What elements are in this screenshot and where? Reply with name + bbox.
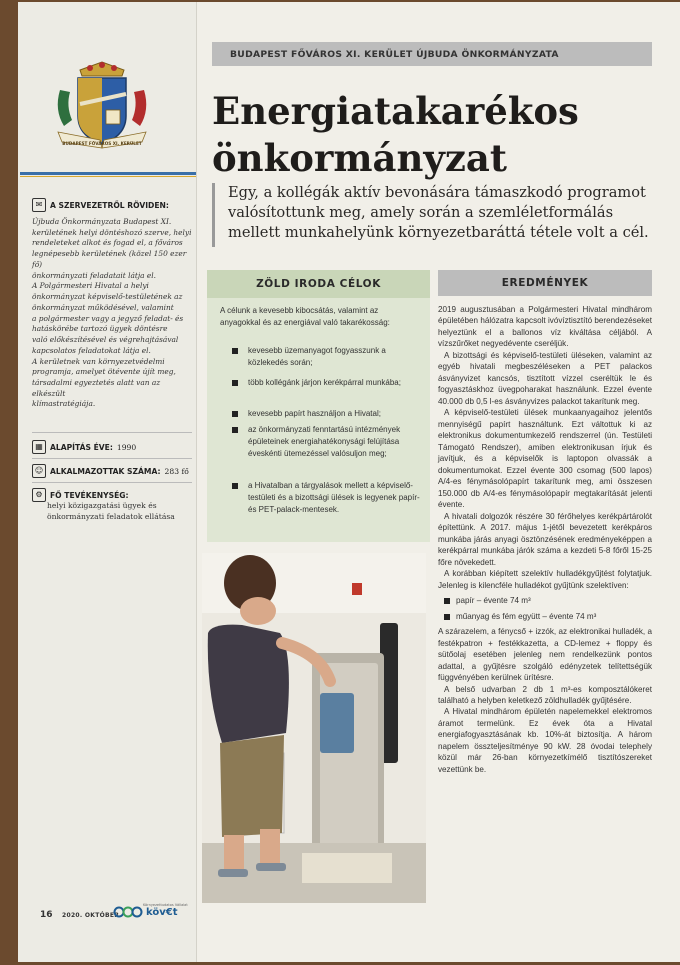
publication-header-bar — [212, 42, 652, 66]
sidebar-divider — [32, 458, 192, 459]
about-line: A Polgármesteri Hivatal a helyi — [32, 281, 149, 291]
lead-paragraph: Egy, a kollégák aktív bevonására támaszkodó programot valósítottunk meg, amely során a szemléletformálás mellett munkahelyünk környezetbaráttá tétele volt a cél. — [228, 184, 649, 241]
photo-illustration — [202, 553, 426, 903]
sidebar-divider — [32, 482, 192, 483]
header-bar-text: BUDAPEST FŐVÁROS XI. KERÜLET ÚJBUDA ÖNKORMÁNYZATA — [230, 48, 559, 60]
about-line: programja, amelyet ötévente újít meg, — [32, 367, 176, 377]
goal-item — [232, 345, 420, 369]
about-line: kerületének helyi döntéshozó szerve, helyi — [32, 227, 192, 237]
results-paragraph: A hivatali dolgozók részére 30 férőhelyes kerékpártárolót építettünk. A 2017. május 1-jétől bevezetett kerékpáros munkába járás anyagi ösztönzésének eredményeképpen a kerékpárral munkába járók száma a kezdeti 5-8 főről 15-25 főre növekedett. — [438, 511, 652, 567]
about-line: társadalmi egyeztetés alatt van az elkészült — [32, 378, 161, 398]
results-bullet — [438, 611, 652, 622]
bullet-icon — [232, 411, 238, 417]
results-paragraph: A korábban kiépített szelektív hulladékgyűjtést folytatjuk. Jelenleg is kilencféle hulladékot gyűjtünk szelektíven: — [438, 569, 652, 590]
issue-date: 2020. OKTÓBER — [62, 912, 120, 919]
about-line: rendeleteket alkot és fogad el, a főváros — [32, 238, 183, 248]
about-line: a polgármester vagy a jegyző feladat- és — [32, 313, 184, 323]
results-paragraph: A képviselő-testületi ülések munkaanyagaihoz jelentős mennyiségű papírt használtunk. Ezt váltottuk ki az elektronikus dokumentumkezelő rendszerrel (ún. Testületi Támogató Rendszer), amiben elektronikusan írjuk és javítjuk, és a képviselők is laptopon olvassák a dokumentumokat. Ezzel évente 300 csomag (500 lapos) A/4-es fénymásolópapírt takarítunk meg, ami összesen 150.000 db A/4-es fénymásolópapír megtakarítását jelenti évente. — [438, 408, 652, 510]
results-heading-text: EREDMÉNYEK — [501, 277, 589, 289]
goal-item — [232, 424, 420, 460]
activity-line: önkormányzati feladatok ellátása — [47, 512, 175, 521]
goal-text: az önkormányzati fenntartású intézmények épületeinek energiahatékonysági felújítása éveskénti ütemezéssel valósuljon meg; — [248, 425, 401, 458]
goal-item — [232, 408, 420, 420]
coat-of-arms-icon — [50, 60, 154, 156]
goal-text: kevesebb üzemanyagot fogyasszunk a közlekedés során; — [248, 346, 386, 367]
results-bullet — [438, 595, 652, 606]
goal-text: kevesebb papírt használjon a Hivatal; — [248, 409, 381, 418]
bullet-text: műanyag és fém együtt – évente 74 m³ — [456, 611, 597, 621]
about-text — [32, 217, 192, 410]
goals-heading — [207, 270, 430, 298]
results-body — [438, 304, 652, 775]
bullet-icon — [232, 348, 238, 354]
about-heading-text: A SZERVEZETRŐL RÖVIDEN: — [50, 200, 169, 210]
crest-ribbon-text: BUDAPEST FŐVÁROS XI. KERÜLET — [62, 141, 142, 146]
activity-text — [47, 500, 207, 522]
goal-text: több kollégánk járjon kerékpárral munkába; — [248, 378, 401, 387]
page-title — [212, 88, 652, 183]
calendar-icon: ▦ — [32, 440, 46, 454]
title-line-1: Energiatakarékos — [212, 89, 579, 133]
founded-label: ALAPÍTÁS ÉVE: — [50, 442, 113, 452]
bullet-icon — [232, 483, 238, 489]
office-photo — [202, 553, 426, 903]
activity-label: FŐ TEVÉKENYSÉG: — [50, 490, 129, 500]
results-heading — [438, 270, 652, 296]
goal-item — [232, 377, 420, 389]
staff-label: ALKALMAZOTTAK SZÁMA: — [50, 466, 161, 476]
staff-value: 283 fő — [164, 466, 189, 476]
about-line: való előkészítésével és végrehajtásával — [32, 335, 179, 345]
sidebar-rule — [20, 172, 196, 175]
goal-text: a Hivatalban a tárgyalások mellett a képviselő-testületi és a bizottsági ülések is legyenek papír- és PET-palack-mentesek. — [248, 481, 420, 514]
about-line: önkormányzati feladatait látja el. — [32, 270, 156, 280]
bullet-icon — [232, 427, 238, 433]
staff-row — [32, 464, 189, 478]
about-heading — [32, 198, 169, 212]
kovet-rings-icon — [113, 906, 143, 918]
founded-value: 1990 — [116, 442, 137, 452]
logo-tagline: Környezettudatos Vállalat — [143, 903, 188, 907]
about-line: önkormányzat képviselő-testületének az — [32, 292, 183, 302]
bullet-text: papír – évente 74 m³ — [456, 596, 531, 606]
about-line: önkormányzat működésével, valamint — [32, 302, 174, 312]
title-line-2: önkormányzat — [212, 136, 507, 181]
goals-heading-text: ZÖLD IRODA CÉLOK — [256, 278, 381, 290]
gears-icon: ⚙ — [32, 488, 46, 502]
goals-intro: A célunk a kevesebb kibocsátás, valamint az anyagokkal és az energiával való takarékosság: — [220, 306, 390, 327]
logo-word: köv€t — [146, 906, 178, 918]
about-line: A kerületnek van környezetvédelmi — [32, 356, 165, 366]
results-paragraph: 2019 augusztusában a Polgármesteri Hivatal mindhárom épületében hálózatra kapcsolt ivóvíztisztító berendezéseket helyeztünk el a ballonos víz kiváltása céljából. A vízszűrőket negyedévente cseréljük. — [438, 305, 652, 349]
bullet-icon — [232, 380, 238, 386]
about-line: Újbuda Önkormányzata Budapest XI. — [32, 217, 172, 226]
results-paragraph: A szárazelem, a fénycső + izzók, az elektronikai hulladék, a festékpatron + festékkazetta, a CD-lemez + floppy és sütőolaj esetében jelenleg nem rendelkezünk pontos adattal, a gyűjtésre szolgáló edényzetek telítettségük függvényében kerülnek ürítésre. — [438, 627, 652, 683]
about-line: legnépesebb kerületének (közel 150 ezer fő) — [32, 249, 187, 269]
about-line: kapcsolatos feladatokat látja el. — [32, 345, 151, 355]
lead-rule — [212, 183, 215, 247]
goal-item — [232, 480, 420, 516]
sidebar-divider — [32, 432, 192, 433]
results-paragraph: A Hivatal mindhárom épületén napelemekkel elektromos áramot termelünk. Ez évek óta a Hivatal energiafogyasztásának kb. 10%-át biztosítja. A három napelem összteljesítménye 90 kW. 28 óvodai telephely közül már 26-ban környezetkímélő tisztítószereket vezettünk be. — [438, 707, 652, 774]
sidebar-rule-gold — [20, 176, 196, 177]
founded-row — [32, 440, 136, 454]
about-line: hatáskörébe tartozó ügyek döntésre — [32, 324, 168, 334]
activity-line: helyi közigazgatási ügyek és — [47, 501, 157, 510]
people-icon: ☺ — [32, 464, 46, 478]
bullet-icon — [444, 598, 450, 604]
info-icon: ✉ — [32, 198, 46, 212]
kovet-logo — [113, 903, 188, 918]
results-paragraph: A bizottsági és képviselő-testületi üléseken, valamint az egyéb hivatali megbeszéléseken a PET palackos ásványvizet kancsós, tisztított vízzel cseréltük le és fogyasztáskhoz üvegpoharakat használunk. Ezzel évente 40.000 db 0,5 l-es ásványvizes palackot takarítunk meg. — [438, 350, 652, 406]
page-number: 16 — [40, 910, 53, 920]
bullet-icon — [444, 614, 450, 620]
results-paragraph: A belső udvarban 2 db 1 m³-es komposztálókeret található a helyben keletkező zöldhulladék gyűjtésére. — [438, 684, 652, 705]
about-line: klímastratégiája. — [32, 399, 96, 409]
